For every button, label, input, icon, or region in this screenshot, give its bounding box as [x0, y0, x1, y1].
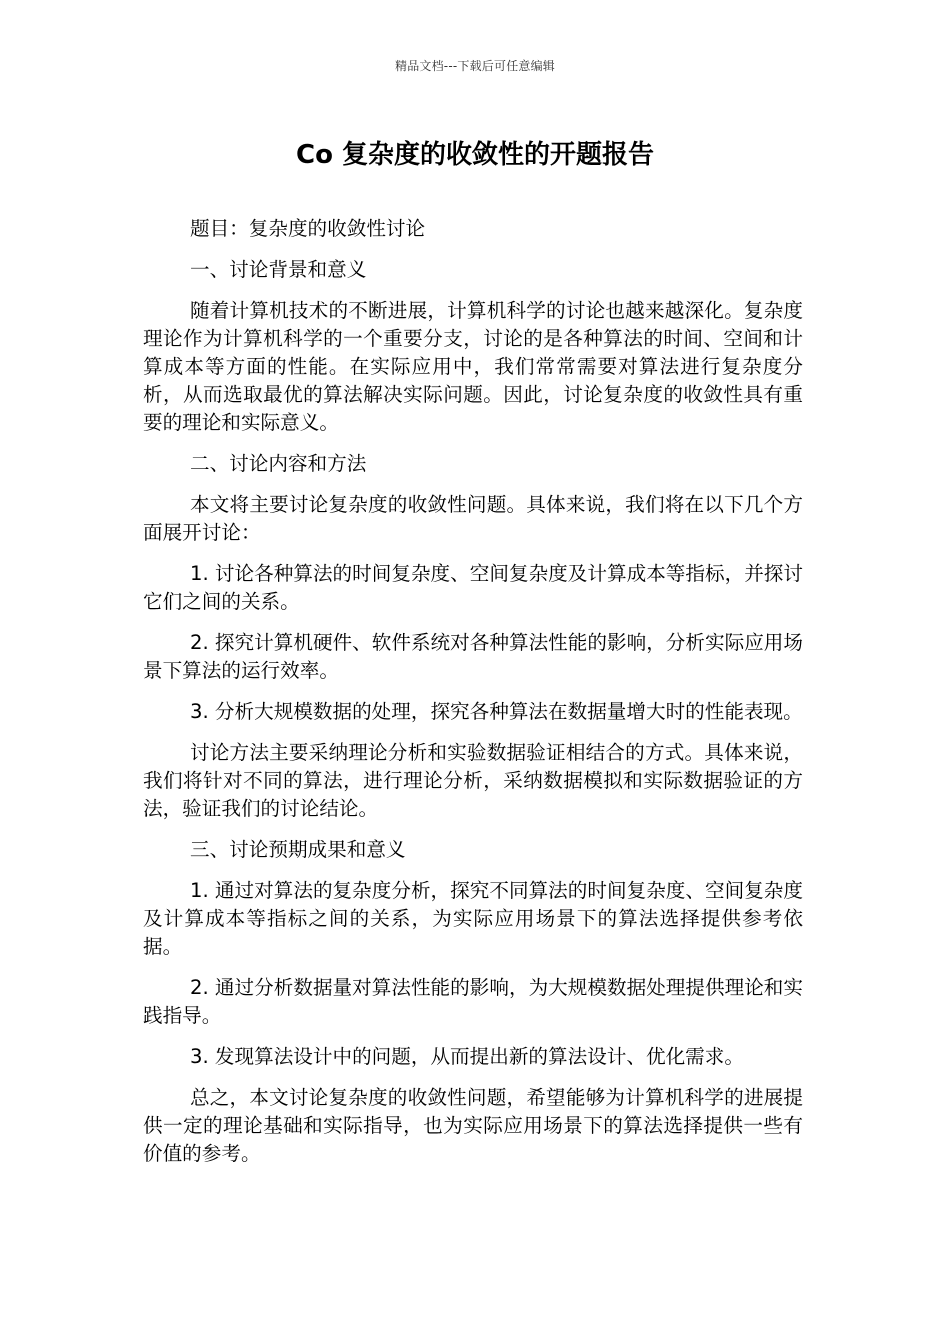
content-list-item-3: 3. 分析大规模数据的处理，探究各种算法在数据量增大时的性能表现。	[190, 700, 803, 723]
background-paragraph: 随着计算机技术的不断进展，计算机科学的讨论也越来越深化。复杂度理论作为计算机科学的一个重要分支，讨论的是各种算法的时间、空间和计算成本等方面的性能。在实际应用中，我们常常需要对算法进行复杂度分析，从而选取最优的算法解决实际问题。因此，讨论复杂度的收敛性具有重要的理论和实际意义。	[143, 299, 803, 434]
header-note: 精品文档---下载后可任意编辑	[395, 59, 555, 73]
document-body	[143, 215, 803, 1181]
content-list-item-1: 1. 讨论各种算法的时间复杂度、空间复杂度及计算成本等指标，并探讨它们之间的关系。	[143, 562, 803, 613]
outcome-list-item-2: 2. 通过分析数据量对算法性能的影响，为大规模数据处理提供理论和实践指导。	[143, 976, 803, 1027]
topic-line: 题目：复杂度的收敛性讨论	[190, 217, 426, 240]
method-paragraph: 讨论方法主要采纳理论分析和实验数据验证相结合的方式。具体来说，我们将针对不同的算法，进行理论分析，采纳数据模拟和实际数据验证的方法，验证我们的讨论结论。	[143, 741, 803, 820]
section-heading-outcomes: 三、讨论预期成果和意义	[190, 838, 406, 861]
section-heading-background: 一、讨论背景和意义	[190, 258, 367, 281]
conclusion-paragraph: 总之，本文讨论复杂度的收敛性问题，希望能够为计算机科学的进展提供一定的理论基础和实际指导，也为实际应用场景下的算法选择提供一些有价值的参考。	[143, 1086, 803, 1165]
outcome-list-item-1: 1. 通过对算法的复杂度分析，探究不同算法的时间复杂度、空间复杂度及计算成本等指标之间的关系，为实际应用场景下的算法选择提供参考依据。	[143, 879, 803, 958]
content-list-item-2: 2. 探究计算机硬件、软件系统对各种算法性能的影响，分析实际应用场景下算法的运行效率。	[143, 631, 803, 682]
document-title: Co 复杂度的收敛性的开题报告	[296, 140, 654, 170]
content-intro-paragraph: 本文将主要讨论复杂度的收敛性问题。具体来说，我们将在以下几个方面展开讨论：	[143, 493, 803, 544]
section-heading-content-method: 二、讨论内容和方法	[190, 452, 367, 475]
outcome-list-item-3: 3. 发现算法设计中的问题，从而提出新的算法设计、优化需求。	[190, 1045, 744, 1068]
